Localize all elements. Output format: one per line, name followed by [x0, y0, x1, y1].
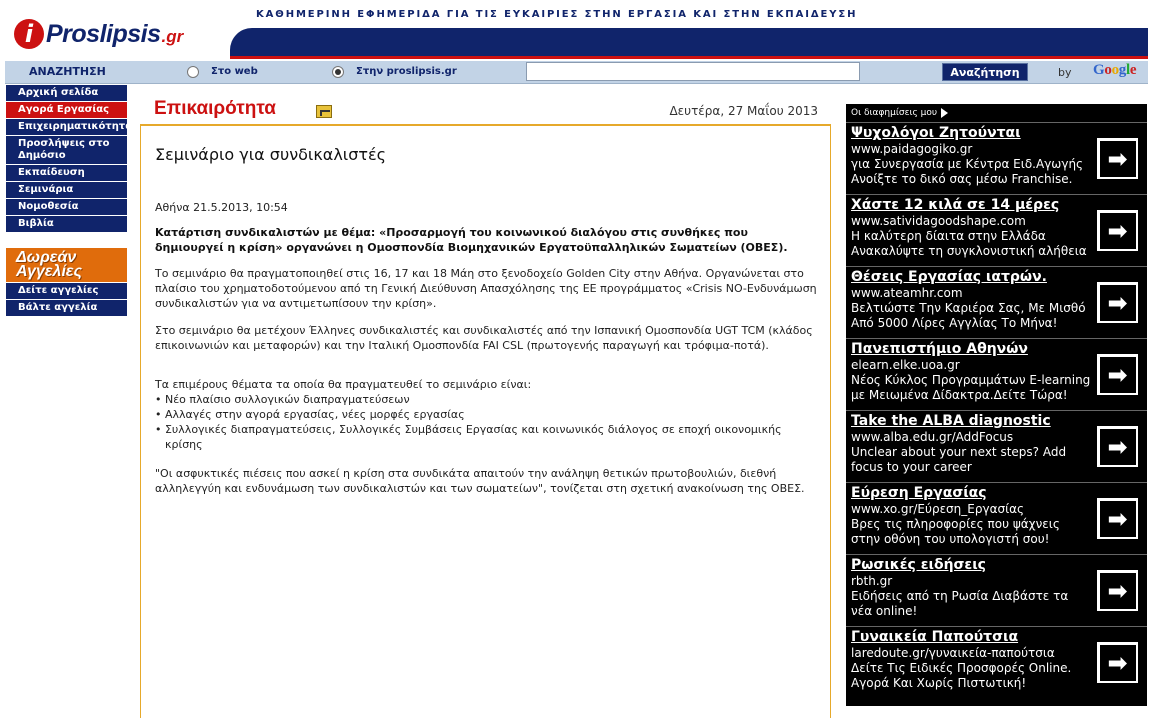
list-item: • Αλλαγές στην αγορά εργασίας, νέες μορφές εργασίας	[155, 408, 465, 421]
search-button[interactable]: Αναζήτηση	[942, 63, 1028, 81]
radio-web[interactable]	[187, 66, 199, 78]
arrow-right-icon: ➡	[1100, 573, 1136, 609]
ad-title[interactable]: Εύρεση Εργασίας	[851, 485, 987, 501]
ad-arrow-button[interactable]	[1097, 282, 1138, 323]
ad-title[interactable]: Ρωσικές ειδήσεις	[851, 557, 986, 573]
ad-url[interactable]: www.ateamhr.com	[851, 286, 963, 300]
ad-description: Unclear about your next steps? Add focus to your career	[851, 445, 1067, 474]
current-date: Δευτέρα, 27 Μαΐου 2013	[669, 104, 818, 118]
arrow-right-icon: ➡	[1100, 645, 1136, 681]
ad-arrow-button[interactable]	[1097, 354, 1138, 395]
ad-url[interactable]: laredoute.gr/γυναικεία-παπούτσια	[851, 646, 1055, 660]
search-bar	[5, 61, 1148, 84]
arrow-right-icon: ➡	[1100, 285, 1136, 321]
ad-item[interactable]	[846, 626, 1147, 698]
ad-description: Ειδήσεις από τη Ρωσία Διαβάστε τα νέα online!	[851, 589, 1069, 618]
list-item: • Νέο πλαίσιο συλλογικών διαπραγματεύσεων	[155, 393, 410, 406]
list-item: • Συλλογικές διαπραγματεύσεις, Συλλογικές Συμβάσεις Εργασίας και κοινωνικός διάλογος σε εποχή οικονομικής κρίσης	[155, 423, 782, 451]
site-tagline: ΚΑΘΗΜΕΡΙΝΗ ΕΦΗΜΕΡΙΔΑ ΓΙΑ ΤΙΣ ΕΥΚΑΙΡΙΕΣ ΣΤΗΝ ΕΡΓΑΣΙΑ ΚΑΙ ΣΤΗΝ ΕΚΠΑΙΔΕΥΣΗ	[256, 9, 858, 20]
radio-site[interactable]	[332, 66, 344, 78]
ad-item[interactable]	[846, 410, 1147, 482]
ad-description: Νέος Κύκλος Προγραμμάτων E-learning με Μειωμένα Δίδακτρα.Δείτε Τώρα!	[851, 373, 1091, 402]
ad-url[interactable]: www.paidagogiko.gr	[851, 142, 973, 156]
nav-item-2[interactable]: Επιχειρηματικότητα	[6, 119, 127, 136]
ad-title[interactable]: Take the ALBA diagnostic	[851, 413, 1051, 429]
section-title: Επικαιρότητα	[154, 98, 276, 119]
article-paragraph-2: Στο σεμινάριο θα μετέχουν Έλληνες συνδικαλιστές και συνδικαλιστές από την Ισπανική Ομοσπονδία UGT TCM (κλάδος επικοινωνιών και μεταφορών) και την Ιταλική Ομοσπονδία FAI CSL (πρωτογενής παραγωγή και τρόφιμα-ποτά).	[155, 324, 813, 352]
ad-item[interactable]	[846, 338, 1147, 410]
ad-choices-icon[interactable]	[941, 108, 948, 118]
article-paragraph-1: Το σεμινάριο θα πραγματοποιηθεί στις 16, 17 και 18 Μάη στο ξενοδοχείο Golden City στην Αθήνα. Οργανώνεται στο πλαίσιο του χρηματοδοτούμενου από τη Γενική Διεύθυνση Απασχόλησης της ΕΕ προγράμματος «Crisis NO-Ενδυνάμωση συνδικαλιστών για να αντιμετωπίσουν την κρίση».	[155, 267, 817, 310]
ad-arrow-button[interactable]	[1097, 498, 1138, 539]
ad-url[interactable]: elearn.elke.uoa.gr	[851, 358, 960, 372]
ad-description: Βελτιώστε Την Καριέρα Σας, Με Μισθό Από 5000 Λίρες Αγγλίας Το Μήνα!	[851, 301, 1086, 330]
left-nav	[6, 85, 133, 233]
nav-item-6[interactable]: Νομοθεσία	[6, 199, 127, 216]
ads-header[interactable]	[846, 104, 1147, 122]
article-topic-list	[155, 377, 817, 452]
arrow-right-icon: ➡	[1100, 357, 1136, 393]
article-lead: Κατάρτιση συνδικαλιστών με θέμα: «Προσαρμογή του κοινωνικού διαλόγου στις συνθήκες που δημιουργεί η κρίση» οργανώνει η Ομοσπονδία Βιομηχανικών Εργατοϋπαλληλικών Σωματείων (ΟΒΕΣ).	[155, 226, 788, 254]
ad-title[interactable]: Χάστε 12 κιλά σε 14 μέρες	[851, 197, 1060, 213]
ad-description: Βρες τις πληροφορίες που ψάχνεις στην οθόνη του υπολογιστή σου!	[851, 517, 1060, 546]
ad-arrow-button[interactable]	[1097, 570, 1138, 611]
folder-up-icon[interactable]	[316, 105, 332, 118]
logo-tld: .gr	[161, 27, 184, 46]
nav-item-5[interactable]: Σεμινάρια	[6, 182, 127, 199]
view-ads-link[interactable]: Δείτε αγγελίες	[6, 282, 127, 299]
ad-title[interactable]: Γυναικεία Παπούτσια	[851, 629, 1019, 645]
ad-description: Δείτε Τις Ειδικές Προσφορές Online. Αγορά Και Χωρίς Πιστωτική!	[851, 661, 1072, 690]
article-headline: Σεμινάριο για συνδικαλιστές	[155, 145, 387, 164]
nav-item-7[interactable]: Βιβλία	[6, 216, 127, 233]
arrow-right-icon: ➡	[1100, 429, 1136, 465]
ad-item[interactable]	[846, 194, 1147, 266]
article-quote: "Οι ασφυκτικές πιέσεις που ασκεί η κρίση στα συνδικάτα απαιτούν την ανάληψη θετικών πρωτοβουλιών, διεθνή αλληλεγγύη και ενδυνάμωση των συνδικαλιστών και των σωματείων", τονίζεται στη σχετική ανακοίνωση της ΟΒΕΣ.	[155, 467, 805, 495]
ad-arrow-button[interactable]	[1097, 138, 1138, 179]
ad-arrow-button[interactable]	[1097, 210, 1138, 251]
ad-arrow-button[interactable]	[1097, 642, 1138, 683]
ad-item[interactable]	[846, 554, 1147, 626]
ad-arrow-button[interactable]	[1097, 426, 1138, 467]
radio-site-label[interactable]: Στην proslipsis.gr	[356, 66, 457, 77]
list-intro: Τα επιμέρους θέματα τα οποία θα πραγματευθεί το σεμινάριο είναι:	[155, 378, 532, 391]
ad-item[interactable]	[846, 266, 1147, 338]
post-ad-link[interactable]: Βάλτε αγγελία	[6, 299, 127, 316]
ads-header-label: Οι διαφημίσεις μου	[851, 108, 938, 118]
nav-item-3[interactable]: Προσλήψεις στο Δημόσιο	[6, 136, 127, 165]
ad-item[interactable]	[846, 122, 1147, 194]
ads-list	[846, 122, 1147, 698]
logo-text: Proslipsis	[46, 19, 161, 48]
ad-url[interactable]: www.alba.edu.gr/AddFocus	[851, 430, 1014, 444]
site-logo[interactable]	[14, 14, 183, 54]
ad-url[interactable]: rbth.gr	[851, 574, 893, 588]
google-logo: Google	[1093, 62, 1137, 78]
ad-description: Η καλύτερη δίαιτα στην Ελλάδα Ανακαλύψτε τη συγκλονιστική αλήθεια	[851, 229, 1087, 258]
ads-panel	[846, 104, 1147, 706]
article-dateline: Αθήνα 21.5.2013, 10:54	[155, 201, 288, 214]
ad-description: για Συνεργασία με Κέντρα Ειδ.Αγωγής Ανοίξτε το δικό σας μέσω Franchise.	[851, 157, 1084, 186]
header-band-stripe	[230, 56, 1148, 59]
arrow-right-icon: ➡	[1100, 141, 1136, 177]
search-label: ΑΝΑΖΗΤΗΣΗ	[29, 65, 106, 78]
ad-title[interactable]: Ψυχολόγοι Ζητούνται	[851, 125, 1021, 141]
nav-item-1[interactable]: Αγορά Εργασίας	[6, 102, 127, 119]
radio-web-label[interactable]: Στο web	[211, 66, 258, 77]
arrow-right-icon: ➡	[1100, 501, 1136, 537]
ad-item[interactable]	[846, 482, 1147, 554]
search-by-label: by	[1058, 66, 1072, 79]
ad-title[interactable]: Θέσεις Εργασίας ιατρών.	[851, 269, 1047, 285]
nav-item-4[interactable]: Εκπαίδευση	[6, 165, 127, 182]
ad-url[interactable]: www.satividagoodshape.com	[851, 214, 1026, 228]
free-ads-title[interactable]: Δωρεάν Αγγελίες	[6, 248, 127, 282]
free-ads-box	[6, 248, 127, 316]
logo-i-icon: i	[14, 19, 44, 49]
ad-title[interactable]: Πανεπιστήμιο Αθηνών	[851, 341, 1028, 357]
search-input[interactable]	[526, 62, 860, 81]
nav-item-0[interactable]: Αρχική σελίδα	[6, 85, 127, 102]
header-band	[230, 28, 1148, 58]
arrow-right-icon: ➡	[1100, 213, 1136, 249]
ad-url[interactable]: www.xo.gr/Εύρεση_Εργασίας	[851, 502, 1025, 516]
